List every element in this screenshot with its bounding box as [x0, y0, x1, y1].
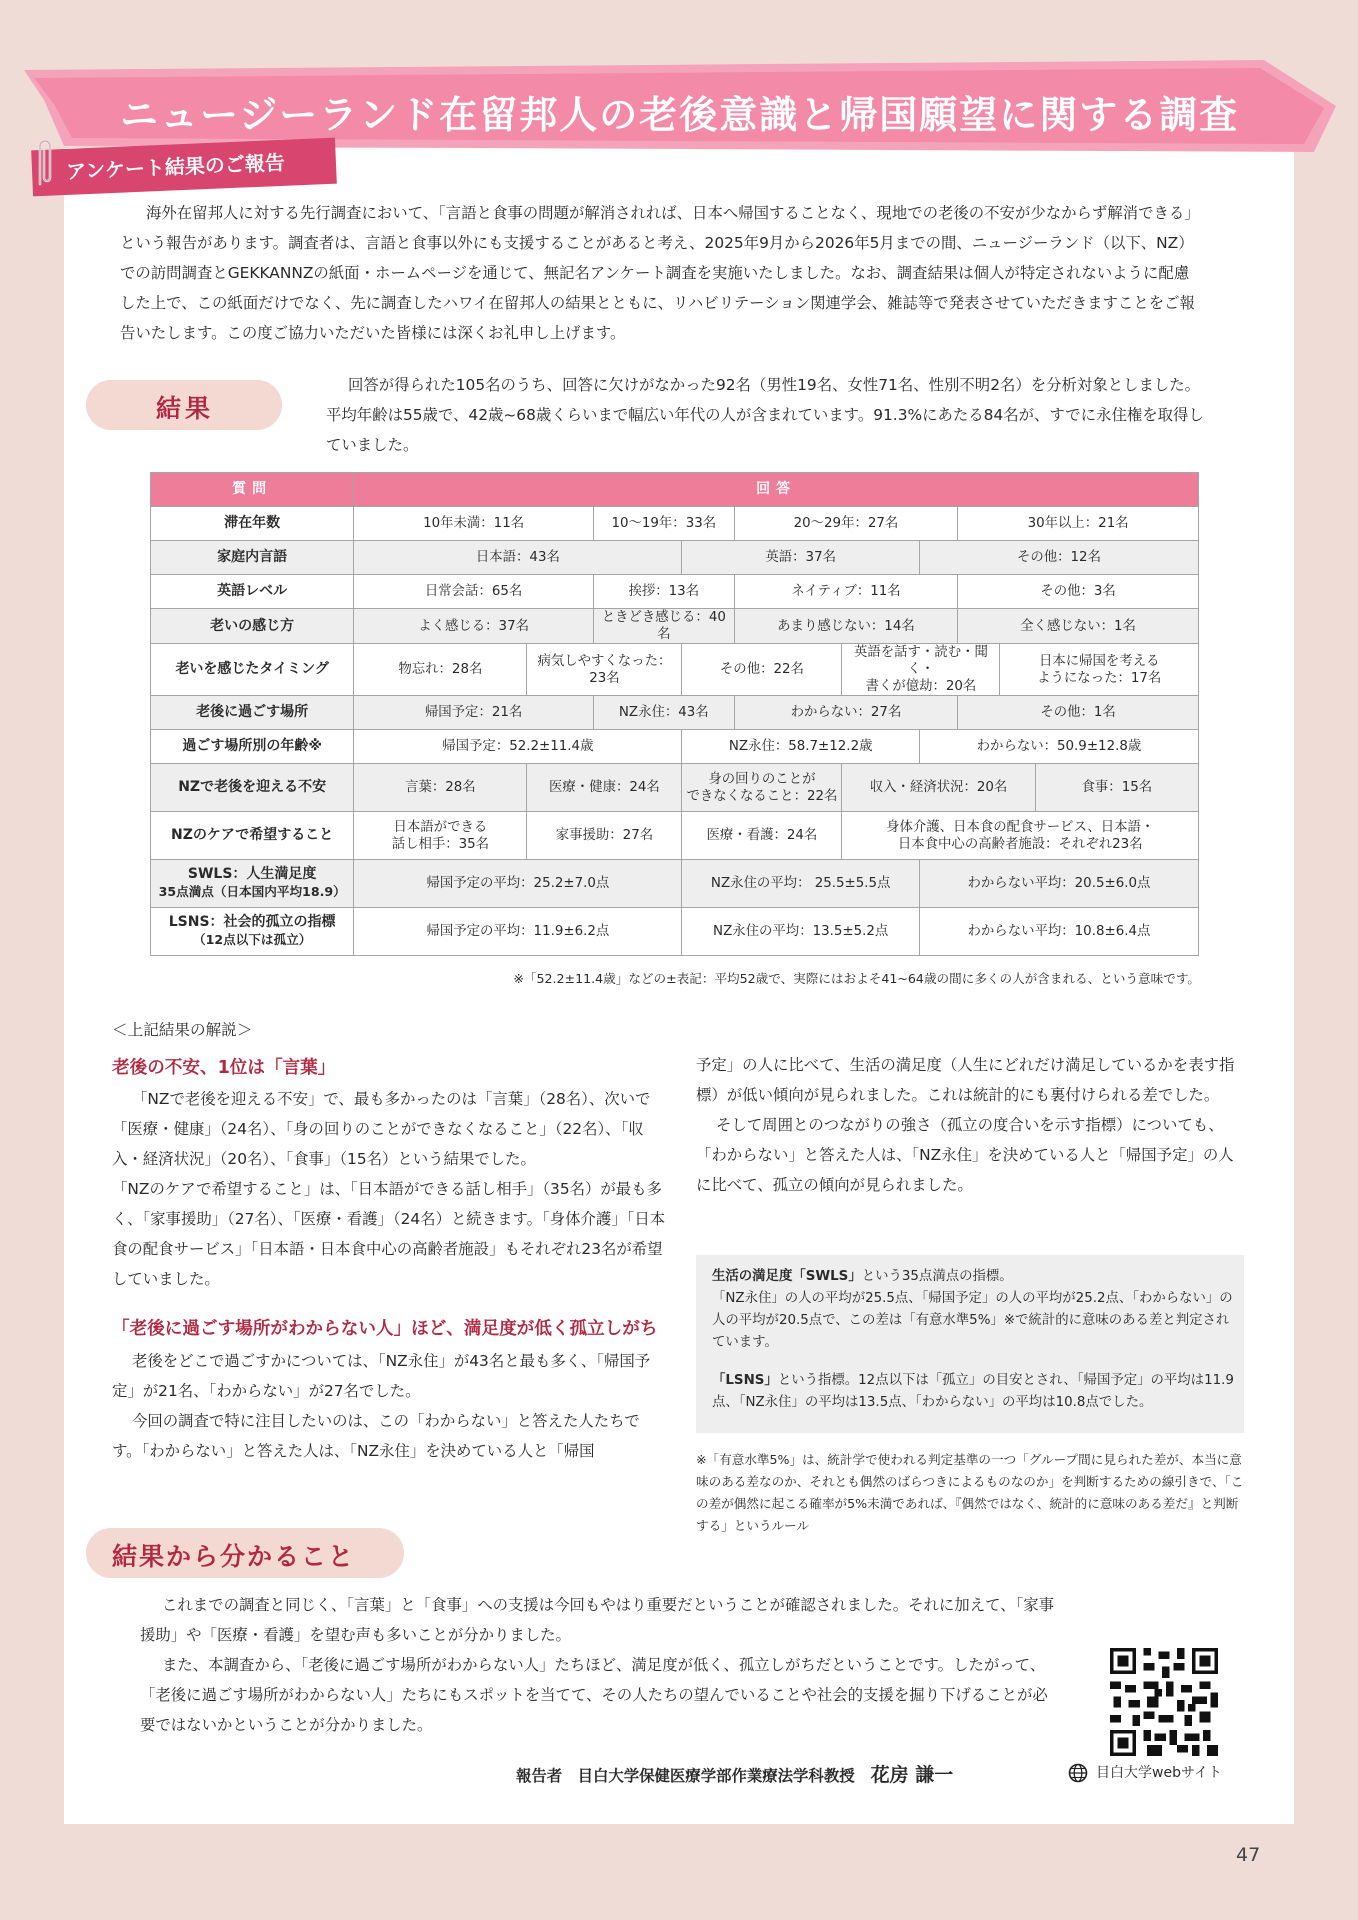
table-row [151, 764, 1199, 812]
commentary-heading-1: 老後の不安、1位は「言葉」 [112, 1058, 336, 1078]
cell: 収入・経済状況：20名 [842, 764, 1035, 812]
section-tag: アンケート結果のご報告 [65, 150, 286, 184]
results-heading: 結果 [86, 380, 282, 430]
cell: 20～29年：27名 [734, 507, 957, 541]
table-row [151, 541, 1199, 575]
row-label: 過ごす場所別の年齢※ [151, 730, 354, 764]
intro-paragraph: 海外在留邦人に対する先行調査において、「言語と食事の問題が解消されれば、日本へ帰国することなく、現地での老後の不安が少なからず解消できる」という報告があります。調査者は、言語と食事以外にも支援することがあると考え、2025年9月から2026年5月までの間、ニュージーランド（以下、NZ）での訪問調査とGEKKANNZの紙面・ホームページを通じて、無記名アンケート調査を実施いたしました。なお、調査結果は個人が特定されないように配慮した上で、この紙面だけでなく、先に調査したハワイ在留邦人の結果とともに、リハビリテーション関連学会、雑誌等で発表させていただきますことをご報告いたします。この度ご協力いただいた皆様には深くお礼申し上げます。 [120, 204, 1200, 342]
swls-note: 生活の満足度「SWLS」という35点満点の指標。 「NZ永住」の人の平均が25.5点、「帰国予定」の人の平均が25.2点、「わからない」の人の平均が20.5点で、この差は「有意水準5%」※で統計的に意味のある差と判定されています。 [712, 1269, 1233, 1350]
cell: 医療・看護：24名 [682, 812, 842, 860]
cell: 身体介護、日本食の配食サービス、日本語・ 日本食中心の高齢者施設：それぞれ23名 [842, 812, 1199, 860]
cell: その他：12名 [919, 541, 1198, 575]
cell: 10～19年：33名 [593, 507, 734, 541]
lsns-note: 「LSNS」という指標。12点以下は「孤立」の目安とされ、「帰国予定」の平均は11.9点、「NZ永住」の平均は13.5点、「わからない」の平均は10.8点でした。 [712, 1373, 1234, 1410]
results-intro: 回答が得られた105名のうち、回答に欠けがなかった92名（男性19名、女性71名、性別不明2名）を分析対象としました。平均年齢は55歳で、42歳~68歳くらいまで幅広い年代の人が含まれています。91.3%にあたる84名が、すでに永住権を取得していました。 [326, 376, 1204, 454]
row-label: 滞在年数 [151, 507, 354, 541]
cell: NZ永住：58.7±12.2歳 [682, 730, 920, 764]
row-label: LSNS：社会的孤立の指標 （12点以下は孤立） [151, 908, 354, 956]
cell: その他：3名 [958, 575, 1199, 609]
cell: 帰国予定：21名 [354, 696, 594, 730]
row-label: 家庭内言語 [151, 541, 354, 575]
cell: ときどき感じる：40名 [593, 609, 734, 644]
cell: 日常会話：65名 [354, 575, 594, 609]
paragraph: 予定」の人に比べて、生活の満足度（人生にどれだけ満足しているかを表す指標）が低い傾向が見られました。これは統計的にも裏付けられる差でした。 [696, 1056, 1235, 1104]
cell: 帰国予定の平均：11.9±6.2点 [354, 908, 682, 956]
cell: わからない平均：10.8±6.4点 [919, 908, 1198, 956]
cell: わからない：50.9±12.8歳 [919, 730, 1198, 764]
table-footnote: ※「52.2±11.4歳」などの±表記：平均52歳で、実際にはおよそ41~64歳の間に多くの人が含まれる、という意味です。 [513, 971, 1200, 986]
survey-table [150, 472, 1199, 956]
cell: わからない：27名 [734, 696, 957, 730]
globe-icon [1068, 1763, 1088, 1783]
table-row [151, 609, 1199, 644]
paragraph: そして周囲とのつながりの強さ（孤立の度合いを示す指標）についても、「わからない」と答えた人は、「NZ永住」を決めている人と「帰国予定」の人に比べて、孤立の傾向が見られました。 [696, 1116, 1234, 1194]
paragraph: 今回の調査で特に注目したいのは、この「わからない」と答えた人たちです。「わからない」と答えた人は、「NZ永住」を決めている人と「帰国 [112, 1412, 640, 1460]
table-row [151, 575, 1199, 609]
cell: 病気しやすくなった：23名 [527, 644, 682, 696]
cell: 言葉：28名 [354, 764, 527, 812]
table-row [151, 812, 1199, 860]
table-header-answer: 回答 [354, 473, 1199, 507]
page-title: ニュージーランド在留邦人の老後意識と帰国願望に関する調査 [120, 93, 1240, 137]
website-label: 目白大学webサイト [1096, 1765, 1222, 1781]
cell: 食事：15名 [1035, 764, 1198, 812]
table-row [151, 860, 1199, 908]
cell: 医療・健康：24名 [527, 764, 682, 812]
website-link[interactable] [1068, 1762, 1222, 1783]
cell: 日本語ができる 話し相手：35名 [354, 812, 527, 860]
reporter-line: 報告者 目白大学保健医療学部作業療法学科教授 花房 謙一 [516, 1764, 954, 1786]
table-row [151, 696, 1199, 730]
cell: NZ永住の平均：13.5±5.2点 [682, 908, 920, 956]
row-label: 老いの感じ方 [151, 609, 354, 644]
cell: 10年未満：11名 [354, 507, 594, 541]
paragraph: 老後をどこで過ごすかについては、「NZ永住」が43名と最も多く、「帰国予定」が21名、「わからない」が27名でした。 [112, 1352, 651, 1400]
significance-footnote: ※「有意水準5%」は、統計学で使われる判定基準の一つ「グループ間に見られた差が、本当に意味のある差なのか、それとも偶然のばらつきによるものなのか」を判断するための線引きで、「この差が偶然に起こる確率が5%未満であれば、『偶然ではなく、統計的に意味のある差だ』と判断する」というルール [696, 1452, 1244, 1533]
commentary-heading-2: 「老後に過ごす場所がわからない人」ほど、満足度が低く孤立しがち [112, 1319, 658, 1339]
row-label: NZで老後を迎える不安 [151, 764, 354, 812]
table-row [151, 730, 1199, 764]
cell: 帰国予定の平均：25.2±7.0点 [354, 860, 682, 908]
paragraph: また、本調査から、「老後に過ごす場所がわからない人」たちほど、満足度が低く、孤立しがちだということです。したがって、「老後に過ごす場所がわからない人」たちにもスポットを当てて、その人たちの望んでいることや社会的支援を掘り下げることが必要ではないかということが分かりました。 [140, 1656, 1048, 1734]
row-label: 老いを感じたタイミング [151, 644, 354, 696]
cell: 帰国予定：52.2±11.4歳 [354, 730, 682, 764]
cell: 身の回りのことが できなくなること：22名 [682, 764, 842, 812]
reporter-name: 花房 謙一 [870, 1764, 954, 1786]
cell: NZ永住：43名 [593, 696, 734, 730]
qr-code-icon[interactable] [1110, 1648, 1218, 1756]
paragraph: 「NZで老後を迎える不安」で、最も多かったのは「言葉」（28名）、次いで「医療・健康」（24名）、「身の回りのことができなくなること」（22名）、「収入・経済状況」（20名）、「食事」（15名）という結果でした。 [112, 1090, 651, 1168]
cell: 日本語：43名 [354, 541, 682, 575]
cell: 英語を話す・読む・聞く・ 書くが億劫：20名 [842, 644, 1000, 696]
commentary-subheading: ＜上記結果の解説＞ [112, 1021, 253, 1039]
cell: 全く感じない：1名 [958, 609, 1199, 644]
cell: その他：22名 [682, 644, 842, 696]
table-row [151, 644, 1199, 696]
row-label: 英語レベル [151, 575, 354, 609]
cell: その他：1名 [958, 696, 1199, 730]
cell: NZ永住の平均： 25.5±5.5点 [682, 860, 920, 908]
cell: 家事援助：27名 [527, 812, 682, 860]
commentary-col-1b [112, 1346, 668, 1466]
conclusion-heading: 結果から分かること [86, 1528, 404, 1578]
cell: 物忘れ：28名 [354, 644, 527, 696]
row-label: NZのケアで希望すること [151, 812, 354, 860]
conclusion-text [140, 1590, 1060, 1740]
page-number: 47 [1236, 1844, 1261, 1866]
cell: 英語：37名 [682, 541, 920, 575]
commentary-col-2 [696, 1050, 1244, 1200]
cell: あまり感じない：14名 [734, 609, 957, 644]
cell: わからない平均：20.5±6.0点 [919, 860, 1198, 908]
cell: よく感じる：37名 [354, 609, 594, 644]
paperclip-icon [34, 134, 56, 190]
cell: 日本に帰国を考える ようになった：17名 [1000, 644, 1199, 696]
cell: 挨拶：13名 [593, 575, 734, 609]
table-header-question: 質問 [151, 473, 354, 507]
row-label: SWLS：人生満足度 35点満点（日本国内平均18.9） [151, 860, 354, 908]
paragraph: これまでの調査と同じく、「言葉」と「食事」への支援は今回もやはり重要だということが確認されました。それに加えて、「家事援助」や「医療・看護」を望む声も多いことが分かりました。 [140, 1596, 1055, 1644]
paragraph: 「NZのケアで希望すること」は、「日本語ができる話し相手」（35名）が最も多く、「家事援助」（27名）、「医療・看護」（24名）と続きます。「身体介護」「日本食の配食サービス」「日本語・日本食中心の高齢者施設」もそれぞれ23名が希望していました。 [112, 1180, 666, 1288]
cell: ネイティブ：11名 [734, 575, 957, 609]
table-row [151, 908, 1199, 956]
commentary-col-1a [112, 1084, 668, 1294]
table-row [151, 507, 1199, 541]
cell: 30年以上：21名 [958, 507, 1199, 541]
row-label: 老後に過ごす場所 [151, 696, 354, 730]
